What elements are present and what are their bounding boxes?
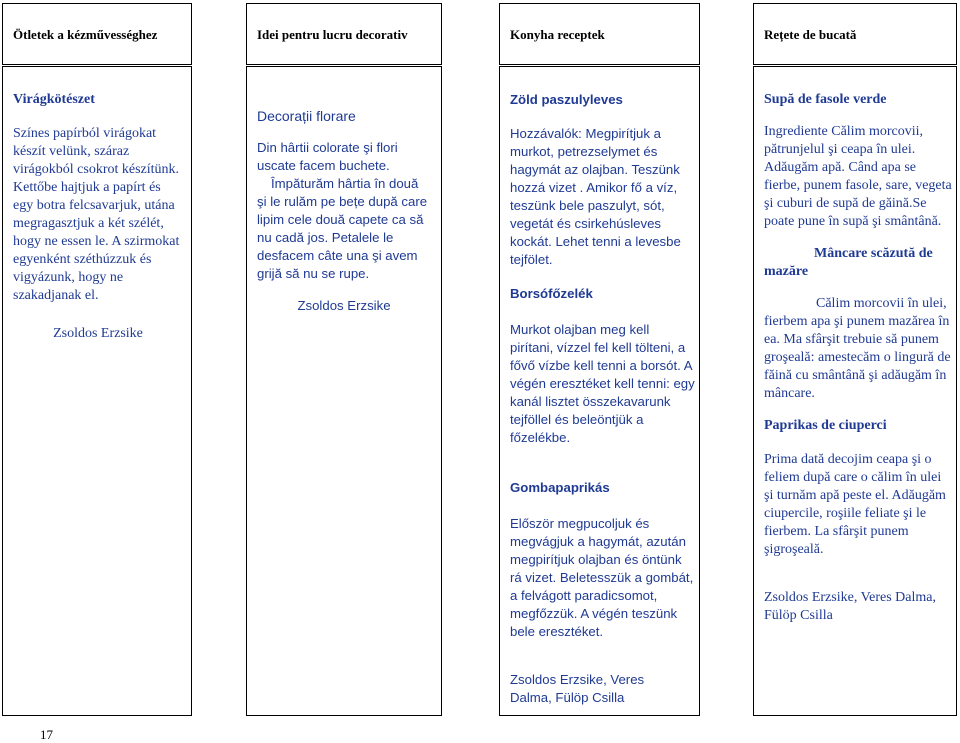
section-text: Hozzávalók: Megpirítjuk a murkot, petrezselymet és hagymát az olajban. Teszünk hozzá vizet . Amikor fő a víz, teszünk bele paszulyt, sót, vegetát és csirkehúsleves kockát. Lehet tenni a levesbe tejfölet. <box>510 126 681 267</box>
author: Zsoldos Erzsike, Veres Dalma, Fülöp Csilla <box>764 590 936 623</box>
page-number: 17 <box>40 727 53 742</box>
section-title: Mâncare scăzută de mazăre <box>764 246 933 279</box>
column-1 <box>2 66 192 716</box>
author: Zsoldos Erzsike, Veres Dalma, Fülöp Csilla <box>510 672 645 705</box>
header-box-2 <box>246 3 442 65</box>
section-title: Zöld paszulyleves <box>510 92 623 107</box>
section-text: Din hârtii colorate şi flori uscate facem buchete. <box>257 140 398 173</box>
section-title: Virágkötészet <box>13 92 95 107</box>
section-text: Először megpucoljuk és megvágjuk a hagymát, azután megpirítjuk olajban és öntünk rá vizet. Beletesszük a gombát, a felvágott paradicsomot, megfőzzük. A végén teszünk bele eresztéket. <box>510 516 694 639</box>
section-title: Supă de fasole verde <box>764 92 887 107</box>
section-text: Ingrediente Călim morcovii, pătrunjelul şi ceapa în ulei. Adăugăm apă. Când apa se fierbe, punem fasole, sare, vegeta şi cuburi de supă de găină.Se poate pune în supă şi smântână. <box>764 124 952 229</box>
section-title: Paprikas de ciuperci <box>764 418 887 433</box>
header-title-4: Rețete de bucată <box>764 27 857 42</box>
column-4 <box>753 66 957 716</box>
column-3 <box>499 66 700 716</box>
column-2 <box>246 66 442 716</box>
section-text: Împăturăm hârtia în două şi le rulăm pe bețe după care lipim cele două capete ca să nu cadă jos. Petalele le desfacem câte una şi avem grijă să nu se rupe. <box>257 176 428 281</box>
section-text: Prima dată decojim ceapa şi o feliem după care o călim în ulei şi turnăm apă peste el. Adăugăm ciupercile, roşiile feliate şi le fierbem. La sfârşit punem şigroşeală. <box>764 452 946 557</box>
header-box-4 <box>753 3 957 65</box>
section-title: Gombapaprikás <box>510 480 610 495</box>
section-title: Borsófőzelék <box>510 286 593 301</box>
section-text: Murkot olajban meg kell pirítani, vízzel fel kell tölteni, a fővő vízbe kell tenni a borsót. A végén eresztéket kell tenni: egy kanál lisztet összekavarunk tejföllel és beleöntjük a főzelékbe. <box>510 322 695 445</box>
header-title-3: Konyha receptek <box>510 27 605 42</box>
author: Zsoldos Erzsike <box>53 326 143 341</box>
header-box-3 <box>499 3 700 65</box>
header-title-1: Ötletek a kézművességhez <box>13 27 158 42</box>
author: Zsoldos Erzsike <box>297 298 391 313</box>
section-title: Decorații florare <box>257 108 356 124</box>
header-title-2: Idei pentru lucru decorativ <box>257 27 408 42</box>
header-box-1 <box>2 3 192 65</box>
section-text: Călim morcovii în ulei, fierbem apa şi punem mazărea în ea. Ma sfârşit trebuie să punem groşeală: amestecăm o lingură de făină cu smântână şi adăugăm în mâncare. <box>764 296 951 401</box>
section-text: Színes papírból virágokat készít velünk, száraz virágokból csokrot készítünk. Kettőbe hajtjuk a papírt és egy botra felcsavarjuk, utána megragasztjuk a két szélét, hogy ne essen le. A szirmokat egyenként széthúzzuk és vigyázunk, hogy ne szakadjanak el. <box>13 126 180 303</box>
